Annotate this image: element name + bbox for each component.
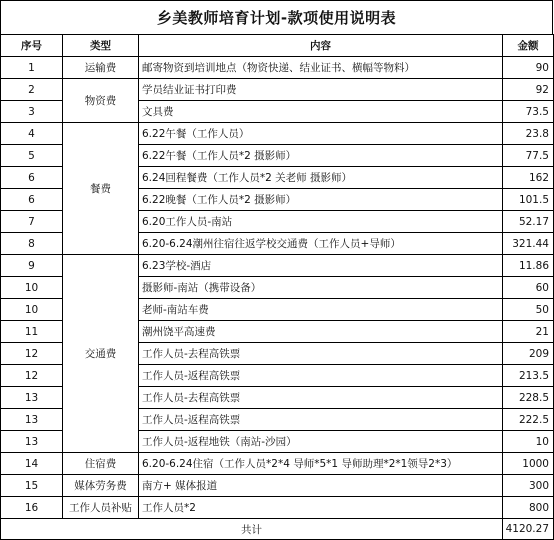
row-description: 6.23学校-酒店 (139, 255, 503, 277)
row-amount: 222.5 (503, 409, 554, 431)
header-content: 内容 (139, 35, 503, 57)
table-row (1, 123, 554, 145)
row-amount: 300 (503, 475, 554, 497)
row-number: 9 (1, 255, 63, 277)
sheet-title: 乡美教师培育计划-款项使用说明表 (0, 0, 553, 34)
row-description: 学员结业证书打印费 (139, 79, 503, 101)
row-description: 文具费 (139, 101, 503, 123)
row-number: 12 (1, 365, 63, 387)
row-number: 4 (1, 123, 63, 145)
row-description: 6.24回程餐费（工作人员*2 关老师 摄影师） (139, 167, 503, 189)
row-amount: 23.8 (503, 123, 554, 145)
row-number: 6 (1, 167, 63, 189)
row-number: 10 (1, 277, 63, 299)
category-cell: 物资费 (63, 79, 139, 123)
row-amount: 209 (503, 343, 554, 365)
table-row (1, 453, 554, 475)
row-description: 6.20-6.24住宿（工作人员*2*4 导师*5*1 导师助理*2*1领导2*3） (139, 453, 503, 475)
total-label: 共计 (1, 519, 503, 540)
row-number: 13 (1, 431, 63, 453)
row-amount: 213.5 (503, 365, 554, 387)
row-description: 6.20工作人员-南站 (139, 211, 503, 233)
row-amount: 1000 (503, 453, 554, 475)
category-cell: 媒体劳务费 (63, 475, 139, 497)
row-amount: 60 (503, 277, 554, 299)
row-description: 工作人员-去程高铁票 (139, 343, 503, 365)
row-description: 工作人员-返程高铁票 (139, 365, 503, 387)
category-cell: 交通费 (63, 255, 139, 453)
row-description: 工作人员-返程高铁票 (139, 409, 503, 431)
row-number: 12 (1, 343, 63, 365)
row-amount: 90 (503, 57, 554, 79)
row-description: 6.22午餐（工作人员*2 摄影师） (139, 145, 503, 167)
row-amount: 77.5 (503, 145, 554, 167)
table-row (1, 255, 554, 277)
row-amount: 11.86 (503, 255, 554, 277)
row-description: 摄影师-南站（携带设备） (139, 277, 503, 299)
row-number: 5 (1, 145, 63, 167)
row-number: 13 (1, 387, 63, 409)
row-description: 邮寄物资到培训地点（物资快递、结业证书、横幅等物料） (139, 57, 503, 79)
table-row (1, 57, 554, 79)
row-amount: 73.5 (503, 101, 554, 123)
row-number: 6 (1, 189, 63, 211)
category-cell: 餐费 (63, 123, 139, 255)
row-amount: 52.17 (503, 211, 554, 233)
row-number: 13 (1, 409, 63, 431)
category-cell: 工作人员补贴 (63, 497, 139, 519)
row-amount: 101.5 (503, 189, 554, 211)
row-number: 14 (1, 453, 63, 475)
row-amount: 92 (503, 79, 554, 101)
row-description: 6.20-6.24潮州往宿往返学校交通费（工作人员+导师） (139, 233, 503, 255)
row-description: 工作人员-返程地铁（南站-沙园） (139, 431, 503, 453)
row-description: 工作人员*2 (139, 497, 503, 519)
row-amount: 228.5 (503, 387, 554, 409)
row-number: 2 (1, 79, 63, 101)
table-row (1, 497, 554, 519)
row-number: 1 (1, 57, 63, 79)
row-number: 3 (1, 101, 63, 123)
row-amount: 50 (503, 299, 554, 321)
row-amount: 800 (503, 497, 554, 519)
row-description: 潮州饶平高速费 (139, 321, 503, 343)
row-amount: 321.44 (503, 233, 554, 255)
category-cell: 运输费 (63, 57, 139, 79)
row-number: 16 (1, 497, 63, 519)
row-amount: 162 (503, 167, 554, 189)
category-cell: 住宿费 (63, 453, 139, 475)
row-number: 11 (1, 321, 63, 343)
row-description: 6.22晚餐（工作人员*2 摄影师） (139, 189, 503, 211)
header-type: 类型 (63, 35, 139, 57)
row-number: 15 (1, 475, 63, 497)
row-description: 老师-南站车费 (139, 299, 503, 321)
row-amount: 21 (503, 321, 554, 343)
total-amount: 4120.27 (503, 519, 554, 540)
header-no: 序号 (1, 35, 63, 57)
row-number: 8 (1, 233, 63, 255)
table-row (1, 475, 554, 497)
header-amount: 金额 (503, 35, 554, 57)
table-row (1, 79, 554, 101)
expense-table (0, 34, 554, 540)
total-row (1, 519, 554, 540)
row-description: 南方+ 媒体报道 (139, 475, 503, 497)
row-number: 7 (1, 211, 63, 233)
header-row (1, 35, 554, 57)
row-number: 10 (1, 299, 63, 321)
row-description: 6.22午餐（工作人员） (139, 123, 503, 145)
row-description: 工作人员-去程高铁票 (139, 387, 503, 409)
row-amount: 10 (503, 431, 554, 453)
